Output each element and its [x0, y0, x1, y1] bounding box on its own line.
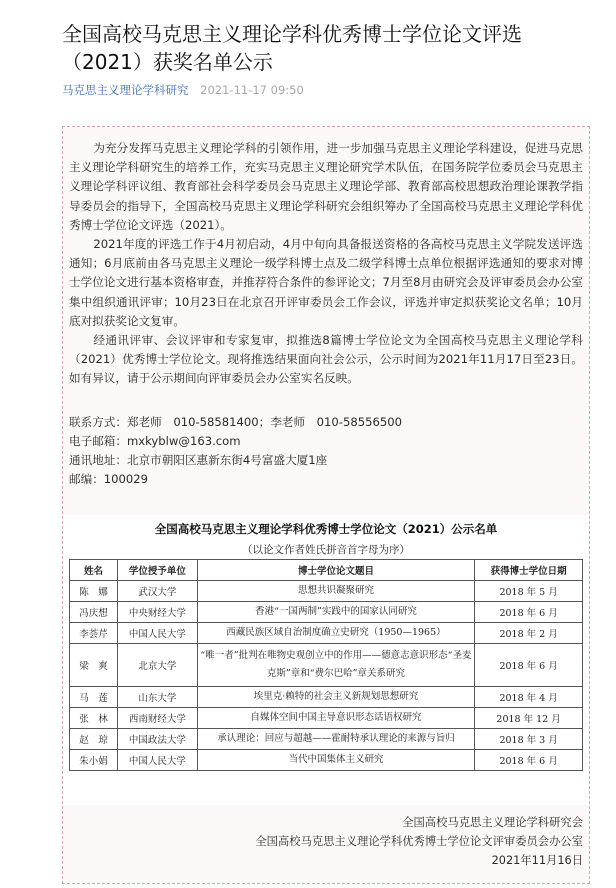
contact-address: 通讯地址：北京市朝阳区惠新东街4号富盛大厦1座: [69, 453, 328, 467]
intro-paragraph: 经通讯评审、会议评审和专家复审，拟推选8篇博士学位论文为全国高校马克思主义理论学科（2021）优秀博士学位论文。现将推选结果面向社会公示，公示时间为2021年11月17日至23日。如有异议，请于公示期间向评审委员会办公室实名反映。: [69, 333, 583, 386]
thesis-title: 香港“一国两制”实践中的国家认同研究: [197, 602, 474, 623]
author-name: 赵 琼: [70, 729, 118, 750]
col-header-institution: 学位授予单位: [117, 560, 197, 581]
institution: 西南财经大学: [117, 708, 197, 729]
col-header-thesis-title: 博士学位论文题目: [197, 560, 474, 581]
degree-date: 2018 年 12 月: [475, 708, 583, 729]
contact-postcode: 邮编：100029: [69, 472, 149, 486]
author-name: 朱小娟: [70, 750, 118, 771]
thesis-title: 埃里克·赖特的社会主义新规划思想研究: [197, 687, 474, 708]
table-row: [70, 708, 583, 729]
table-row: [70, 750, 583, 771]
signature-date: 2021年11月16日: [491, 854, 583, 867]
degree-date: 2018 年 6 月: [475, 644, 583, 687]
degree-date: 2018 年 5 月: [475, 581, 583, 602]
institution: 中央财经大学: [117, 602, 197, 623]
roster-document-image: [63, 515, 589, 805]
article-meta: [62, 82, 304, 98]
roster-title: 全国高校马克思主义理论学科优秀博士学位论文（2021）公示名单: [154, 522, 498, 536]
author-name: 马 莲: [70, 687, 118, 708]
table-row: [70, 602, 583, 623]
institution: 中国人民大学: [117, 623, 197, 644]
col-header-name: 姓名: [70, 560, 118, 581]
institution: 山东大学: [117, 687, 197, 708]
degree-date: 2018 年 6 月: [475, 602, 583, 623]
signature-block: [255, 813, 583, 870]
degree-date: 2018 年 3 月: [475, 729, 583, 750]
thesis-title: 当代中国集体主义研究: [197, 750, 474, 771]
author-name: 冯庆想: [70, 602, 118, 623]
article-title: 全国高校马克思主义理论学科优秀博士学位论文评选（2021）获奖名单公示: [62, 22, 522, 74]
author-name: 梁 爽: [70, 644, 118, 687]
thesis-title: 西藏民族区域自治制度确立史研究（1950—1965）: [197, 623, 474, 644]
table-row: [70, 644, 583, 687]
intro-text: [69, 139, 583, 389]
author-name: 张 林: [70, 708, 118, 729]
degree-date: 2018 年 4 月: [475, 687, 583, 708]
contact-phone: 联系方式：郑老师 010-58581400；李老师 010-58556500: [69, 415, 402, 429]
contact-info: [69, 413, 402, 489]
degree-date: 2018 年 6 月: [475, 750, 583, 771]
table-row: [70, 623, 583, 644]
institution: 武汉大学: [117, 581, 197, 602]
signature-org: 全国高校马克思主义理论学科研究会: [402, 816, 583, 829]
col-header-degree-date: 获得博士学位日期: [475, 560, 583, 581]
account-name-link[interactable]: 马克思主义理论学科研究: [62, 83, 189, 97]
thesis-title: 自媒体空间中国主导意识形态话语权研究: [197, 708, 474, 729]
institution: 中国人民大学: [117, 750, 197, 771]
roster-table: [69, 559, 583, 771]
institution: 中国政法大学: [117, 729, 197, 750]
contact-email: 电子邮箱：mxkyblw@163.com: [69, 434, 241, 448]
author-name: 陈 娜: [70, 581, 118, 602]
table-header-row: [70, 560, 583, 581]
thesis-title: 思想共识凝聚研究: [197, 581, 474, 602]
thesis-title: “唯一者”批判在唯物史观创立中的作用——德意志意识形态“圣麦克斯”章和“费尔巴哈”章关系研究: [197, 644, 474, 687]
degree-date: 2018 年 2 月: [475, 623, 583, 644]
publish-time: 2021-11-17 09:50: [200, 83, 304, 97]
signature-office: 全国高校马克思主义理论学科优秀博士学位论文评审委员会办公室: [255, 835, 583, 848]
roster-subtitle: （以论文作者姓氏拼音首字母为序）: [242, 544, 410, 556]
author-name: 李荟芹: [70, 623, 118, 644]
institution: 北京大学: [117, 644, 197, 687]
intro-paragraph: 为充分发挥马克思主义理论学科的引领作用，进一步加强马克思主义理论学科建设，促进马克思主义理论学科研究生的培养工作，充实马克思主义理论研究学术队伍，在国务院学位委员会马克思主义理论学科评议组、教育部社会科学委员会马克思主义理论学部、教育部高校思想政治理论课教学指导委员会的指导下，全国高校马克思主义理论学科研究会组织筹办了全国高校马克思主义理论学科优秀博士学位论文评选（2021）。: [69, 141, 583, 232]
table-row: [70, 687, 583, 708]
table-row: [70, 729, 583, 750]
intro-paragraph: 2021年度的评选工作于4月初启动，4月中旬向具备报送资格的各高校马克思主义学院发送评选通知；6月底前由各马克思主义理论一级学科博士点及二级学科博士点单位根据评选通知的要求对博士学位论文进行基本资格审查，并推荐符合条件的参评论文；7月至8月由研究会及评审委员会办公室集中组织通讯评审；10月23日在北京召开评审委员会工作会议，评选并审定拟获奖论文名单；10月底对拟获奖论文复审。: [69, 237, 583, 328]
table-row: [70, 581, 583, 602]
article-body: [62, 126, 590, 884]
thesis-title: 承认理论：回应与超越——霍耐特承认理论的来源与旨归: [197, 729, 474, 750]
